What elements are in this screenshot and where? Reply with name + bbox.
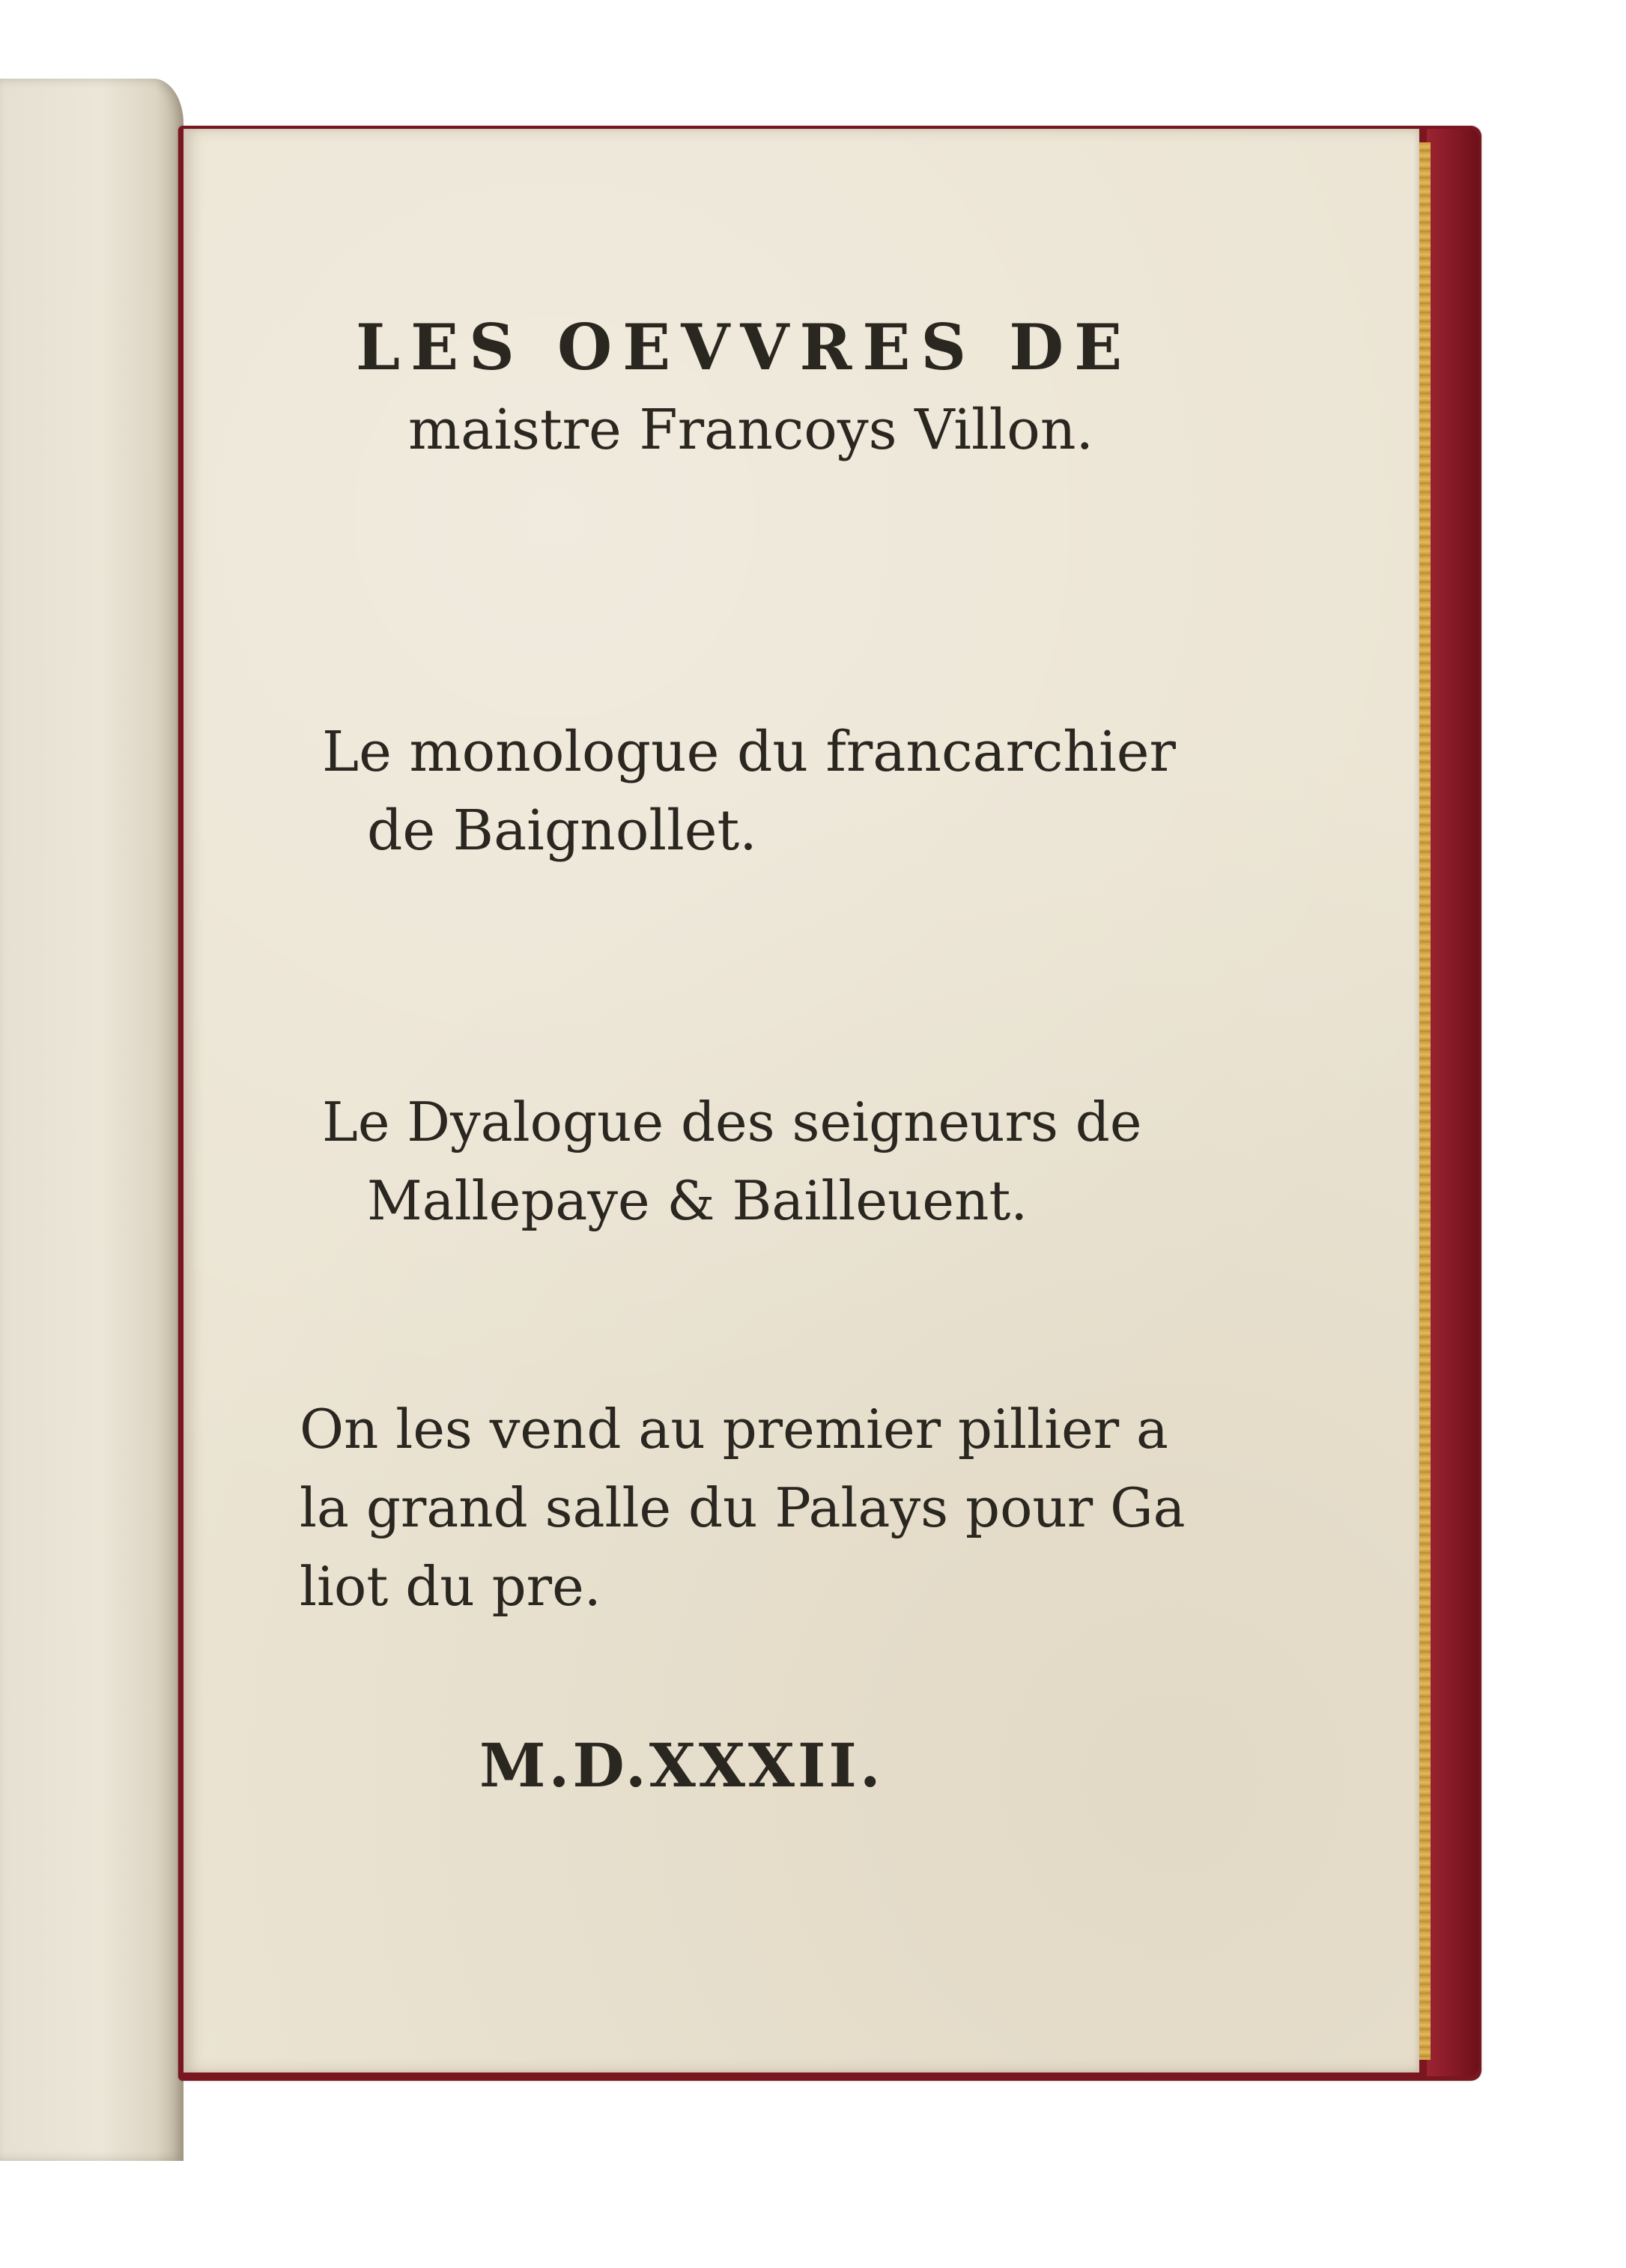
left-flyleaf-page xyxy=(0,79,183,2161)
dialogue-line-2: Mallepaye & Bailleuent. xyxy=(367,1169,1028,1232)
imprint-line-3: liot du pre. xyxy=(300,1555,601,1618)
imprint-line-2: la grand salle du Palays pour Ga xyxy=(300,1476,1186,1539)
publication-date: M.D.XXXII. xyxy=(479,1730,884,1801)
binding-fore-edge xyxy=(1427,129,1479,2076)
title-page xyxy=(183,129,1419,2073)
monologue-line-2: de Baignollet. xyxy=(367,798,757,863)
dialogue-line-1: Le Dyalogue des seigneurs de xyxy=(322,1091,1142,1153)
title-line-2: maistre Francoys Villon. xyxy=(408,398,1094,462)
imprint-line-1: On les vend au premier pillier a xyxy=(300,1398,1168,1461)
monologue-line-1: Le monologue du francarchier xyxy=(322,720,1176,784)
title-line-1: LES OEVVRES DE xyxy=(356,310,1133,384)
